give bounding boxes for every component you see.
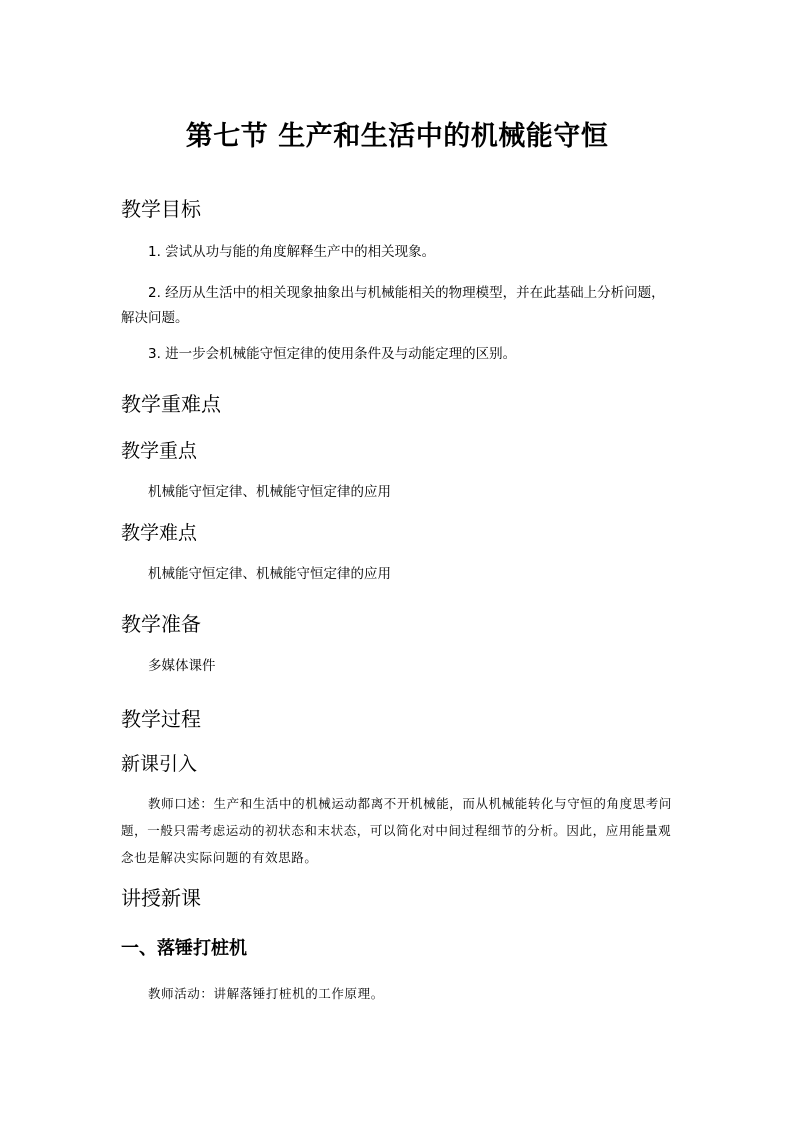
process-heading: 教学过程 bbox=[121, 707, 201, 731]
intro-heading: 新课引入 bbox=[121, 753, 198, 775]
objective-item-2: 2. 经历从生活中的相关现象抽象出与机械能相关的物理模型，并在此基础上分析问题，解决问题。 bbox=[121, 285, 665, 326]
page-title: 第七节 生产和生活中的机械能守恒 bbox=[185, 121, 609, 152]
new-lesson-heading: 讲授新课 bbox=[121, 886, 201, 910]
key-difficult-heading: 教学重难点 bbox=[121, 392, 221, 416]
part1-heading: 一、落锤打桩机 bbox=[121, 938, 247, 959]
key-points-text: 机械能守恒定律、机械能守恒定律的应用 bbox=[148, 484, 391, 500]
difficult-points-heading: 教学难点 bbox=[121, 522, 198, 544]
key-points-heading: 教学重点 bbox=[121, 440, 198, 462]
objectives-heading: 教学目标 bbox=[121, 197, 201, 221]
preparation-text: 多媒体课件 bbox=[148, 658, 216, 674]
intro-text: 教师口述：生产和生活中的机械运动都离不开机械能，而从机械能转化与守恒的角度思考问题，一般只需考虑运动的初状态和末状态，可以简化对中间过程细节的分析。因此，应用能量观念也是解决实际问题的有效思路。 bbox=[121, 796, 673, 865]
part1-text: 教师活动：讲解落锤打桩机的工作原理。 bbox=[148, 986, 384, 1001]
objective-item-3: 3. 进一步会机械能守恒定律的使用条件及与动能定理的区别。 bbox=[148, 346, 517, 362]
difficult-points-text: 机械能守恒定律、机械能守恒定律的应用 bbox=[148, 566, 391, 582]
objective-item-1: 1. 尝试从功与能的角度解释生产中的相关现象。 bbox=[148, 244, 436, 260]
preparation-heading: 教学准备 bbox=[121, 612, 201, 636]
